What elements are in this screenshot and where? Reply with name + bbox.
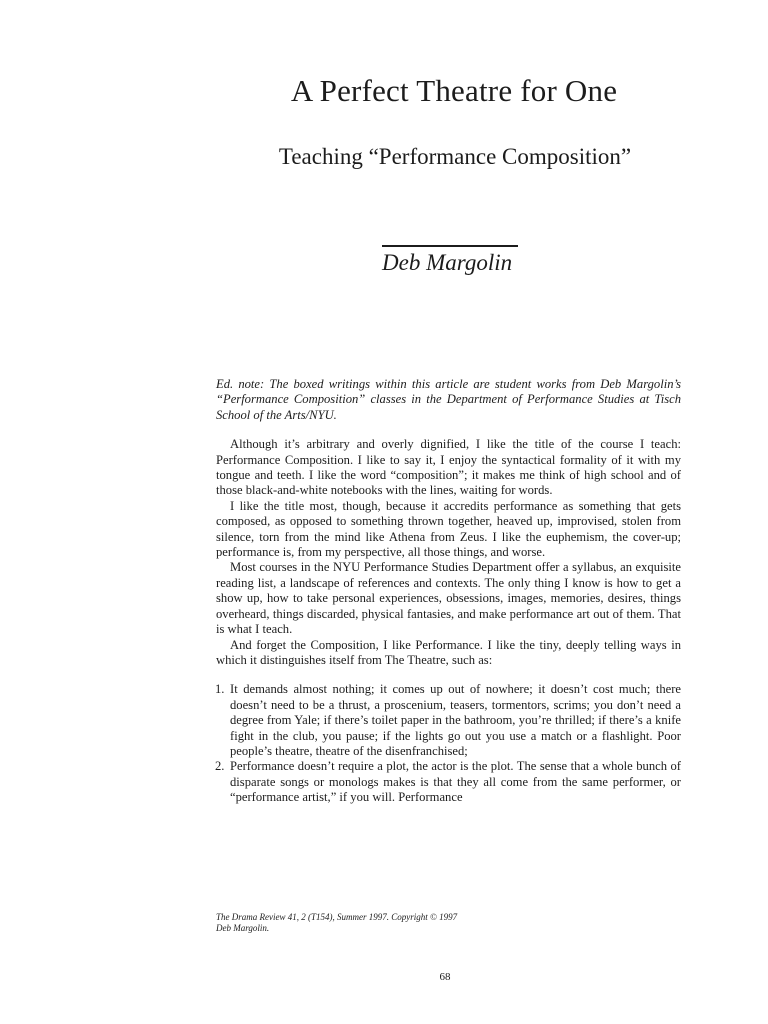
author-rule bbox=[382, 245, 518, 247]
article-subtitle: Teaching “Performance Composition” bbox=[278, 144, 632, 169]
body-paragraph: Although it’s arbitrary and overly dignified, I like the title of the course I teach: Performance Composition. I like to say it, I enjoy the syntactical formality of it with my tongue and teeth. I like the word “composition”; it makes me think of high school and of those black-and-white notebooks with the lines, waiting for words. bbox=[216, 437, 681, 498]
body-paragraph: And forget the Composition, I like Performance. I like the tiny, deeply telling ways in which it distinguishes itself from The Theatre, such as: bbox=[216, 637, 681, 667]
editor-note: Ed. note: The boxed writings within this article are student works from Deb Margolin’s “Performance Composition” classes in the Department of Performance Studies at Tisch School of the Arts/NYU. bbox=[216, 377, 681, 422]
body-paragraph: Most courses in the NYU Performance Studies Department offer a syllabus, an exquisite reading list, a landscape of references and contexts. The only thing I know is how to get a show up, how to take personal experiences, obsessions, images, memories, desires, things overheard, things discarded, physical fantasies, and make performance art out of them. That is what I teach. bbox=[216, 560, 681, 637]
body-paragraph: I like the title most, though, because it accredits performance as something that gets composed, as opposed to something thrown together, heaved up, improvised, stolen from silence, torn from the mind like Athena from Zeus. I like the euphemism, the cover-up; performance is, from my perspective, all those things, and worse. bbox=[216, 498, 681, 560]
article-body bbox=[216, 377, 681, 806]
article-title: A Perfect Theatre for One bbox=[290, 73, 618, 108]
author-name: Deb Margolin bbox=[382, 250, 513, 275]
list-item-text: Performance doesn’t require a plot, the actor is the plot. The sense that a whole bunch of disparate songs or monologs makes is that they all come from the same performer, or “performance artist,” if you will. Performance bbox=[230, 759, 681, 805]
citation-footnote bbox=[216, 912, 516, 934]
list-item-text: It demands almost nothing; it comes up out of nowhere; it doesn’t cost much; there doesn’t need to be a thrust, a proscenium, teasers, tormentors, scrims; you don’t need a degree from Yale; if there’s toilet paper in the bathroom, you’re thrilled; if there’s a knife fight in the club, you pause; if the lights go out you use a match or a flashlight. Poor people’s theatre, theatre of the disenfranchised; bbox=[230, 682, 681, 758]
list-item bbox=[216, 759, 681, 805]
citation-line: The Drama Review 41, 2 (T154), Summer 1997. Copyright © 1997 bbox=[216, 912, 458, 922]
page-number: 68 bbox=[439, 971, 451, 983]
list-item bbox=[216, 682, 681, 759]
numbered-list bbox=[216, 682, 681, 805]
copyright-holder: Deb Margolin. bbox=[216, 923, 270, 933]
list-number: 2. bbox=[215, 759, 225, 774]
list-number: 1. bbox=[215, 682, 225, 697]
